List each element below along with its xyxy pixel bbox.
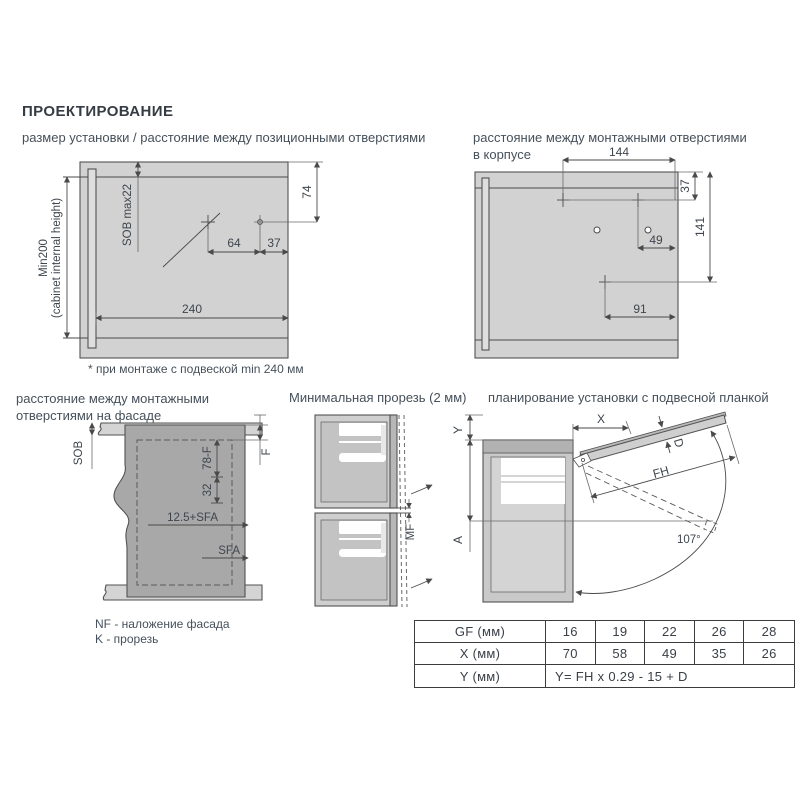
facade-panel: [114, 425, 245, 597]
diagram-body-holes: [455, 145, 800, 365]
open-door: [573, 412, 726, 467]
dim-fh: FH: [651, 463, 671, 482]
page-title: ПРОЕКТИРОВАНИЕ: [22, 103, 174, 120]
diagram-install-size: [30, 155, 340, 380]
dim-sob: SOB: [73, 440, 85, 466]
upper-door-front: [390, 415, 397, 508]
section-title-planning: планирование установки с подвесной планкой: [488, 390, 769, 405]
dim-cabinet-height: (cabinet internal height): [51, 197, 63, 319]
table-cell: 22: [645, 621, 695, 643]
dim-91: 91: [633, 302, 647, 316]
dim-angle-107: 107°: [677, 534, 701, 546]
lift-mechanism: [573, 453, 591, 467]
table-cell: 70: [546, 643, 596, 665]
table-cell: 35: [695, 643, 745, 665]
footnote-nf: NF - наложение фасада: [95, 617, 230, 631]
dim-min200: Min200: [38, 239, 50, 277]
footnote-install-size: * при монтаже с подвеской min 240 мм: [88, 362, 304, 376]
table-cell: 19: [596, 621, 646, 643]
table-row-label: Y (мм): [415, 665, 546, 687]
dim-y: Y: [451, 425, 465, 435]
dim-74: 74: [300, 185, 314, 199]
hanging-rail-section: [483, 440, 573, 453]
dim-141: 141: [693, 216, 707, 238]
dim-64: 64: [227, 236, 241, 250]
table-cell: 16: [546, 621, 596, 643]
dim-37: 37: [678, 179, 692, 193]
dim-32: 32: [202, 483, 214, 497]
hanging-rail-strip: [88, 169, 96, 348]
diagram-min-gap: [295, 403, 450, 618]
section-title-min-gap: Минимальная прорезь (2 мм): [289, 390, 467, 405]
spec-table: [414, 620, 795, 688]
dim-37: 37: [267, 236, 281, 250]
footnote-facade: [95, 617, 230, 647]
section-title-install-size: размер установки / расстояние между позиционными отверстиями: [22, 130, 426, 145]
dim-a: A: [451, 535, 465, 545]
dim-sob-max22: SOB max22: [122, 184, 134, 246]
lower-door-front: [390, 513, 397, 606]
dim-78-f: 78-F: [202, 446, 214, 470]
title-facade-line2: отверстиями на фасаде: [16, 408, 162, 423]
cabinet-side-panel: [80, 162, 288, 358]
upper-cabinet: [315, 415, 397, 508]
dim-sfa: SFA: [218, 545, 240, 557]
dim-12-5-sfa: 12.5+SFA: [167, 512, 218, 524]
table-row-label: GF (мм): [415, 621, 546, 643]
lower-cabinet: [315, 513, 397, 606]
table-formula-cell: Y= FH x 0.29 - 15 + D: [546, 665, 794, 687]
title-body-holes-line2: в корпусе: [473, 147, 531, 162]
dim-x: X: [596, 412, 606, 426]
title-body-holes-line1: расстояние между монтажными отверстиями: [473, 130, 747, 145]
table-cell: 58: [596, 643, 646, 665]
dim-49: 49: [649, 233, 663, 247]
dim-mf: MF: [405, 523, 417, 541]
table-cell: 26: [744, 643, 794, 665]
footnote-k: K - прорезь: [95, 632, 159, 646]
dim-f: F: [261, 448, 273, 456]
dim-144: 144: [608, 145, 630, 159]
table-cell: 49: [645, 643, 695, 665]
dimension-lines: [395, 415, 432, 607]
title-facade-line1: расстояние между монтажными: [16, 391, 210, 406]
table-cell: 26: [695, 621, 745, 643]
diagram-facade-holes: [20, 403, 290, 613]
dim-d: D: [670, 436, 687, 449]
hanging-rail-strip: [482, 178, 489, 350]
diagram-planning: [451, 403, 800, 618]
table-cell: 28: [744, 621, 794, 643]
dim-240: 240: [181, 302, 203, 316]
table-row-label: X (мм): [415, 643, 546, 665]
